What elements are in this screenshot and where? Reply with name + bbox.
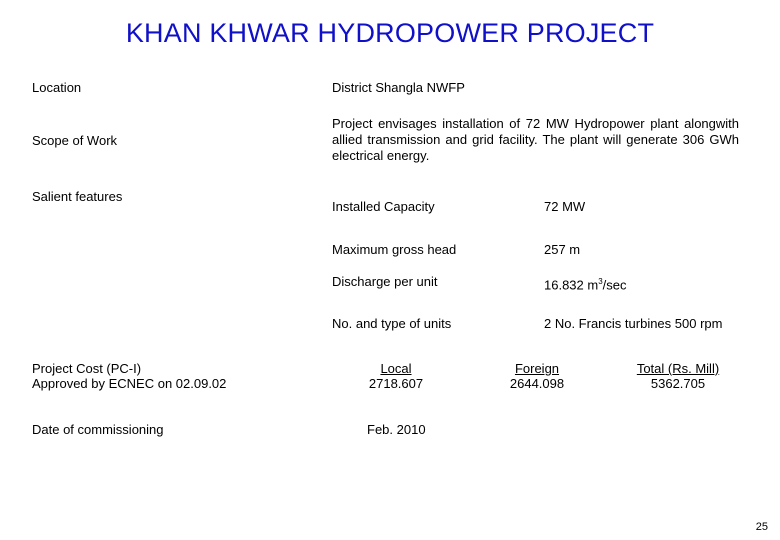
cost-foreign-header: Foreign: [514, 361, 560, 376]
location-value: District Shangla NWFP: [332, 80, 465, 95]
commissioning-value: Feb. 2010: [367, 422, 426, 437]
scope-label: Scope of Work: [32, 133, 118, 148]
discharge-exponent: 3: [598, 277, 603, 286]
cost-total-value: 5362.705: [650, 376, 706, 391]
cost-total-header: Total (Rs. Mill): [636, 361, 720, 376]
units-type-label: No. and type of units: [332, 316, 452, 331]
cost-foreign-value: 2644.098: [509, 376, 565, 391]
location-label: Location: [32, 80, 82, 95]
cost-local-value: 2718.607: [368, 376, 424, 391]
commissioning-label: Date of commissioning: [32, 422, 164, 437]
page-number: 25: [755, 521, 768, 533]
project-cost-label: Project Cost (PC-I): [32, 361, 142, 376]
installed-capacity-value: 72 MW: [544, 199, 586, 214]
cost-local-header: Local: [380, 361, 412, 376]
units-type-value: 2 No. Francis turbines 500 rpm: [544, 316, 723, 331]
installed-capacity-label: Installed Capacity: [332, 199, 435, 214]
discharge-per-unit-value: [544, 274, 627, 293]
discharge-unit-suffix: /sec: [602, 277, 627, 293]
ecnec-approval-label: Approved by ECNEC on 02.09.02: [32, 376, 227, 391]
discharge-per-unit-label: Discharge per unit: [332, 274, 438, 289]
salient-features-label: Salient features: [32, 189, 123, 204]
discharge-number: 16.832 m: [544, 277, 599, 293]
max-gross-head-value: 257 m: [544, 242, 581, 257]
scope-value: Project envisages installation of 72 MW Hydropower plant alongwith allied transmission and grid facility. The plant will generate 306 GWh electrical energy.: [332, 116, 739, 163]
max-gross-head-label: Maximum gross head: [332, 242, 457, 257]
page-title: KHAN KHWAR HYDROPOWER PROJECT: [125, 18, 655, 48]
